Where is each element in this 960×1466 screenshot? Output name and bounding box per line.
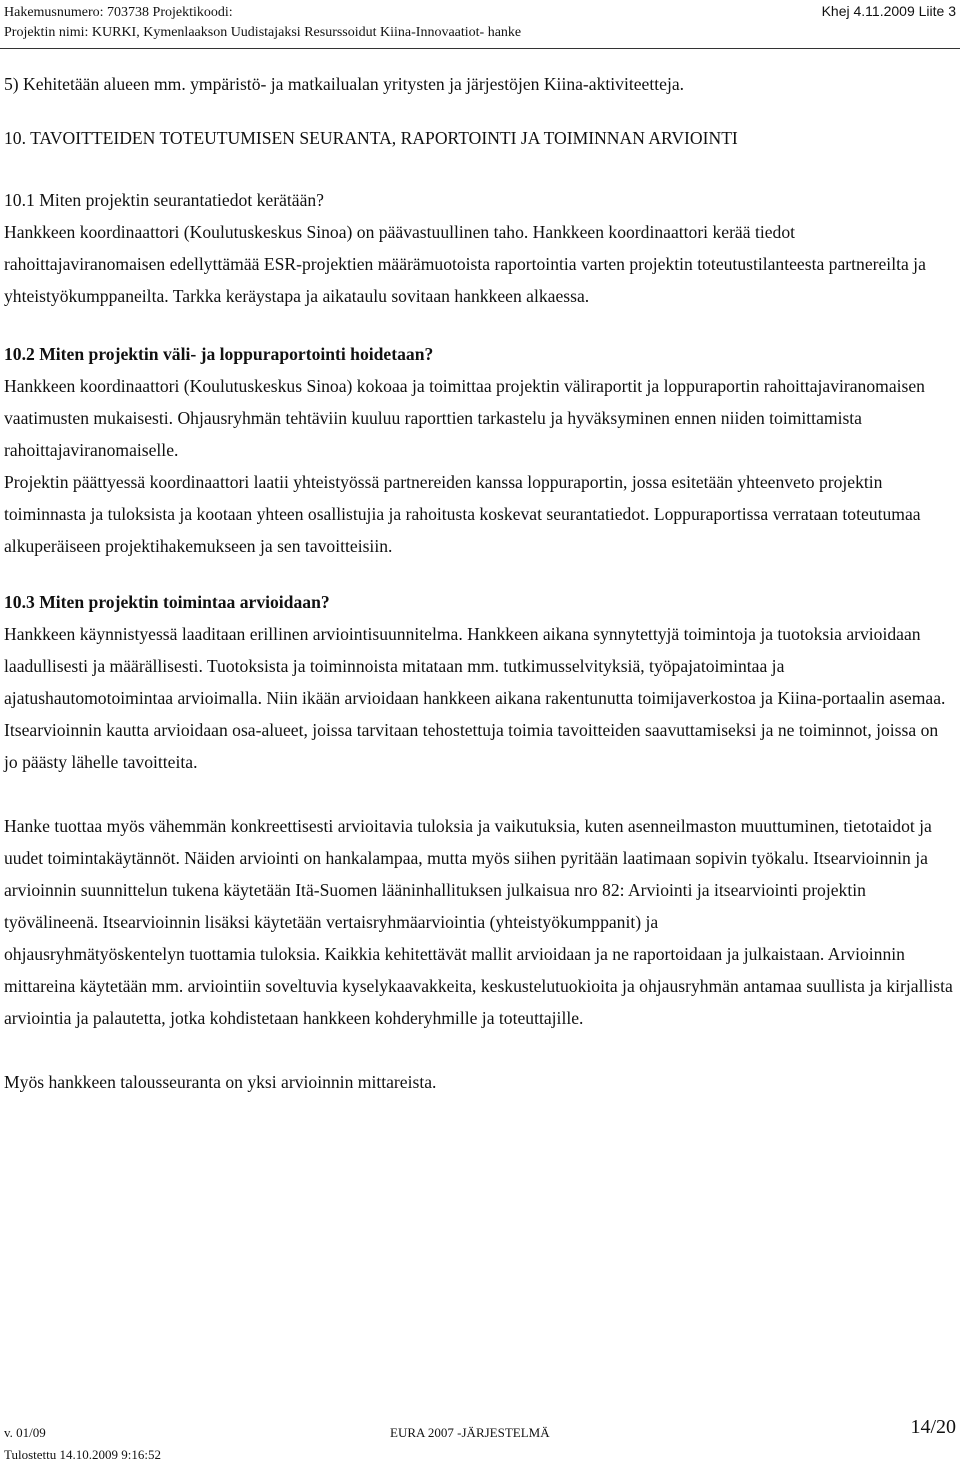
subsection-10-2-paragraph-1: Hankkeen koordinaattori (Koulutuskeskus Sinoa) kokoaa ja toimittaa projektin väliraportit ja loppuraportin rahoittajaviranomaisen vaatimusten mukaisesti. Ohjausryhmän tehtäviin kuuluu raporttien tarkastelu ja hyväksyminen ennen niiden toimittamista rahoittajaviranomaiselle.	[4, 376, 925, 460]
project-number-line: Hakemusnumero: 703738 Projektikoodi:	[4, 5, 233, 20]
project-name-line: Projektin nimi: KURKI, Kymenlaakson Uudistajaksi Resurssoidut Kiina-Innovaatiot- hanke	[4, 25, 522, 40]
subsection-10-1-title: 10.1 Miten projektin seurantatiedot kerätään?	[4, 190, 324, 210]
header-date-attachment: Khej 4.11.2009 Liite 3	[821, 3, 956, 19]
footer-printed-timestamp: Tulostettu 14.10.2009 9:16:52	[4, 1447, 161, 1462]
section-10-title: 10. TAVOITTEIDEN TOTEUTUMISEN SEURANTA, RAPORTOINTI JA TOIMINNAN ARVIOINTI	[4, 128, 738, 148]
document-header	[4, 3, 521, 43]
subsection-10-3-paragraph-2b: ohjausryhmätyöskentelyn tuottamia tuloksia. Kaikkia kehitettävät mallit arvioidaan ja ne raportoidaan ja julkaistaan. Arvioinnin mittareina käytetään mm. arviointiin soveltuvia kyselykaavakkeita, keskustelutuokioita ja ohjausryhmän antamaa suullista ja kirjallista arviointia ja palautetta, jotka kohdistetaan hankkeen kohderyhmille ja toteuttajille.	[4, 944, 953, 1028]
footer-system-name: EURA 2007 -JÄRJESTELMÄ	[390, 1425, 550, 1440]
subsection-10-3-paragraph-2a: Hanke tuottaa myös vähemmän konkreettisesti arvioitavia tuloksia ja vaikutuksia, kuten asenneilmaston muuttuminen, tietotaidot ja uudet toimintakäytännöt. Näiden arviointi on hankalampaa, mutta myös siihen pyritään laatimaan sopivin työkalu. Itsearvioinnin ja arvioinnin suunnittelun tukena käytetään Itä-Suomen lääninhallituksen julkaisua nro 82: Arviointi ja itsearviointi projektin työvälineenä. Itsearvioinnin lisäksi käytetään vertaisryhmäarviointia (yhteistyökumppanit) ja	[4, 816, 932, 932]
document-footer	[0, 1416, 960, 1464]
footer-version: v. 01/09	[4, 1425, 46, 1440]
footer-page-number: 14/20	[910, 1416, 956, 1438]
subsection-10-1-text: Hankkeen koordinaattori (Koulutuskeskus Sinoa) on päävastuullinen taho. Hankkeen koordinaattori kerää tiedot rahoittajaviranomaisen edellyttämää ESR-projektien määrämuotoista raportointia varten projektin toteutustilanteesta partnereilta ja yhteistyökumppaneilta. Tarkka keräystapa ja aikataulu sovitaan hankkeen alkaessa.	[4, 222, 926, 306]
subsection-10-3-paragraph-1: Hankkeen käynnistyessä laaditaan erillinen arviointisuunnitelma. Hankkeen aikana synnytettyjä toimintoja ja tuotoksia arvioidaan laadullisesti ja määrällisesti. Tuotoksista ja toiminnoista mitataan mm. tutkimusselvityksiä, työpajatoimintaa ja ajatushautomotoimintaa arvioimalla. Niin ikään arvioidaan hankkeen aikana rakentunutta toimijaverkostoa ja Kiina-portaalin asemaa. Itsearvioinnin kautta arvioidaan osa-alueet, joissa tarvitaan tehostettuja toimia tavoitteiden saavuttamiseksi ja ne toiminnot, joissa on jo päästy lähelle tavoitteita.	[4, 624, 946, 772]
subsection-10-3-paragraph-3: Myös hankkeen talousseuranta on yksi arvioinnin mittareista.	[4, 1072, 437, 1092]
item-5-text: 5) Kehitetään alueen mm. ympäristö- ja matkailualan yritysten ja järjestöjen Kiina-aktiviteetteja.	[4, 74, 685, 94]
subsection-10-3-title: 10.3 Miten projektin toimintaa arvioidaan?	[4, 592, 330, 612]
subsection-10-2-paragraph-2: Projektin päättyessä koordinaattori laatii yhteistyössä partnereiden kanssa loppuraportin, jossa esitetään yhteenveto projektin toiminnasta ja tuloksista ja kootaan yhteen osallistujia ja rahoitusta koskevat seurantatiedot. Loppuraportissa verrataan toteutumaa alkuperäiseen projektihakemukseen ja sen tavoitteisiin.	[4, 472, 921, 556]
document-body	[4, 68, 956, 1098]
subsection-10-2-title: 10.2 Miten projektin väli- ja loppuraportointi hoidetaan?	[4, 344, 434, 364]
header-divider	[0, 48, 960, 49]
